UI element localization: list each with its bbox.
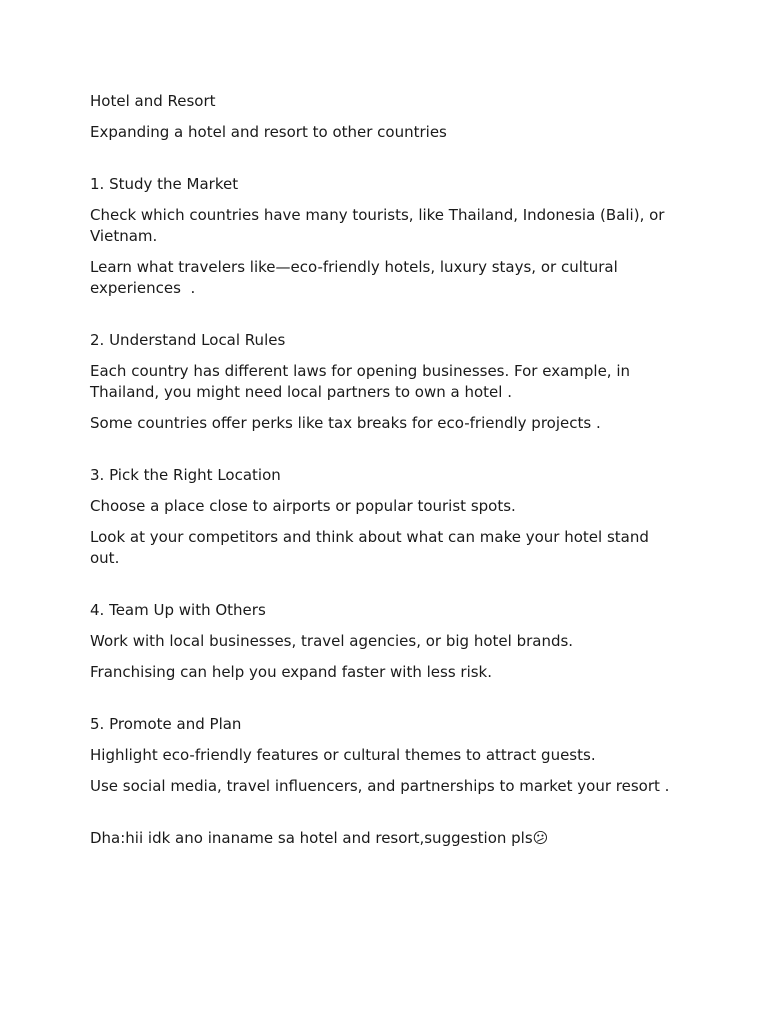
section-heading: 1. Study the Market bbox=[90, 175, 239, 193]
document-title: Hotel and Resort bbox=[90, 92, 216, 110]
section-promote-plan bbox=[90, 714, 678, 797]
section-paragraph: Each country has different laws for opening businesses. For example, in Thailand, you might need local partners to own a hotel . bbox=[90, 362, 635, 401]
section-paragraph: Look at your competitors and think about what can make your hotel stand out. bbox=[90, 528, 654, 567]
section-paragraph: Choose a place close to airports or popular tourist spots. bbox=[90, 497, 516, 515]
section-paragraph: Work with local businesses, travel agencies, or big hotel brands. bbox=[90, 632, 574, 650]
section-study-market bbox=[90, 174, 678, 299]
section-heading: 5. Promote and Plan bbox=[90, 715, 242, 733]
section-heading: 4. Team Up with Others bbox=[90, 601, 266, 619]
section-local-rules bbox=[90, 330, 678, 434]
closing-note: Dha:hii idk ano inaname sa hotel and resort,suggestion pls😕 bbox=[90, 829, 549, 847]
document-subtitle: Expanding a hotel and resort to other countries bbox=[90, 123, 447, 141]
section-heading: 2. Understand Local Rules bbox=[90, 331, 286, 349]
section-paragraph: Check which countries have many tourists, like Thailand, Indonesia (Bali), or Vietnam. bbox=[90, 206, 670, 245]
section-paragraph: Highlight eco-friendly features or cultural themes to attract guests. bbox=[90, 746, 596, 764]
section-paragraph: Some countries offer perks like tax breaks for eco-friendly projects . bbox=[90, 414, 601, 432]
section-paragraph: Use social media, travel influencers, and partnerships to market your resort . bbox=[90, 777, 670, 795]
section-paragraph: Franchising can help you expand faster with less risk. bbox=[90, 663, 493, 681]
section-heading: 3. Pick the Right Location bbox=[90, 466, 281, 484]
section-right-location bbox=[90, 465, 678, 569]
section-team-up bbox=[90, 600, 678, 683]
section-paragraph: Learn what travelers like—eco-friendly hotels, luxury stays, or cultural experiences . bbox=[90, 258, 623, 297]
